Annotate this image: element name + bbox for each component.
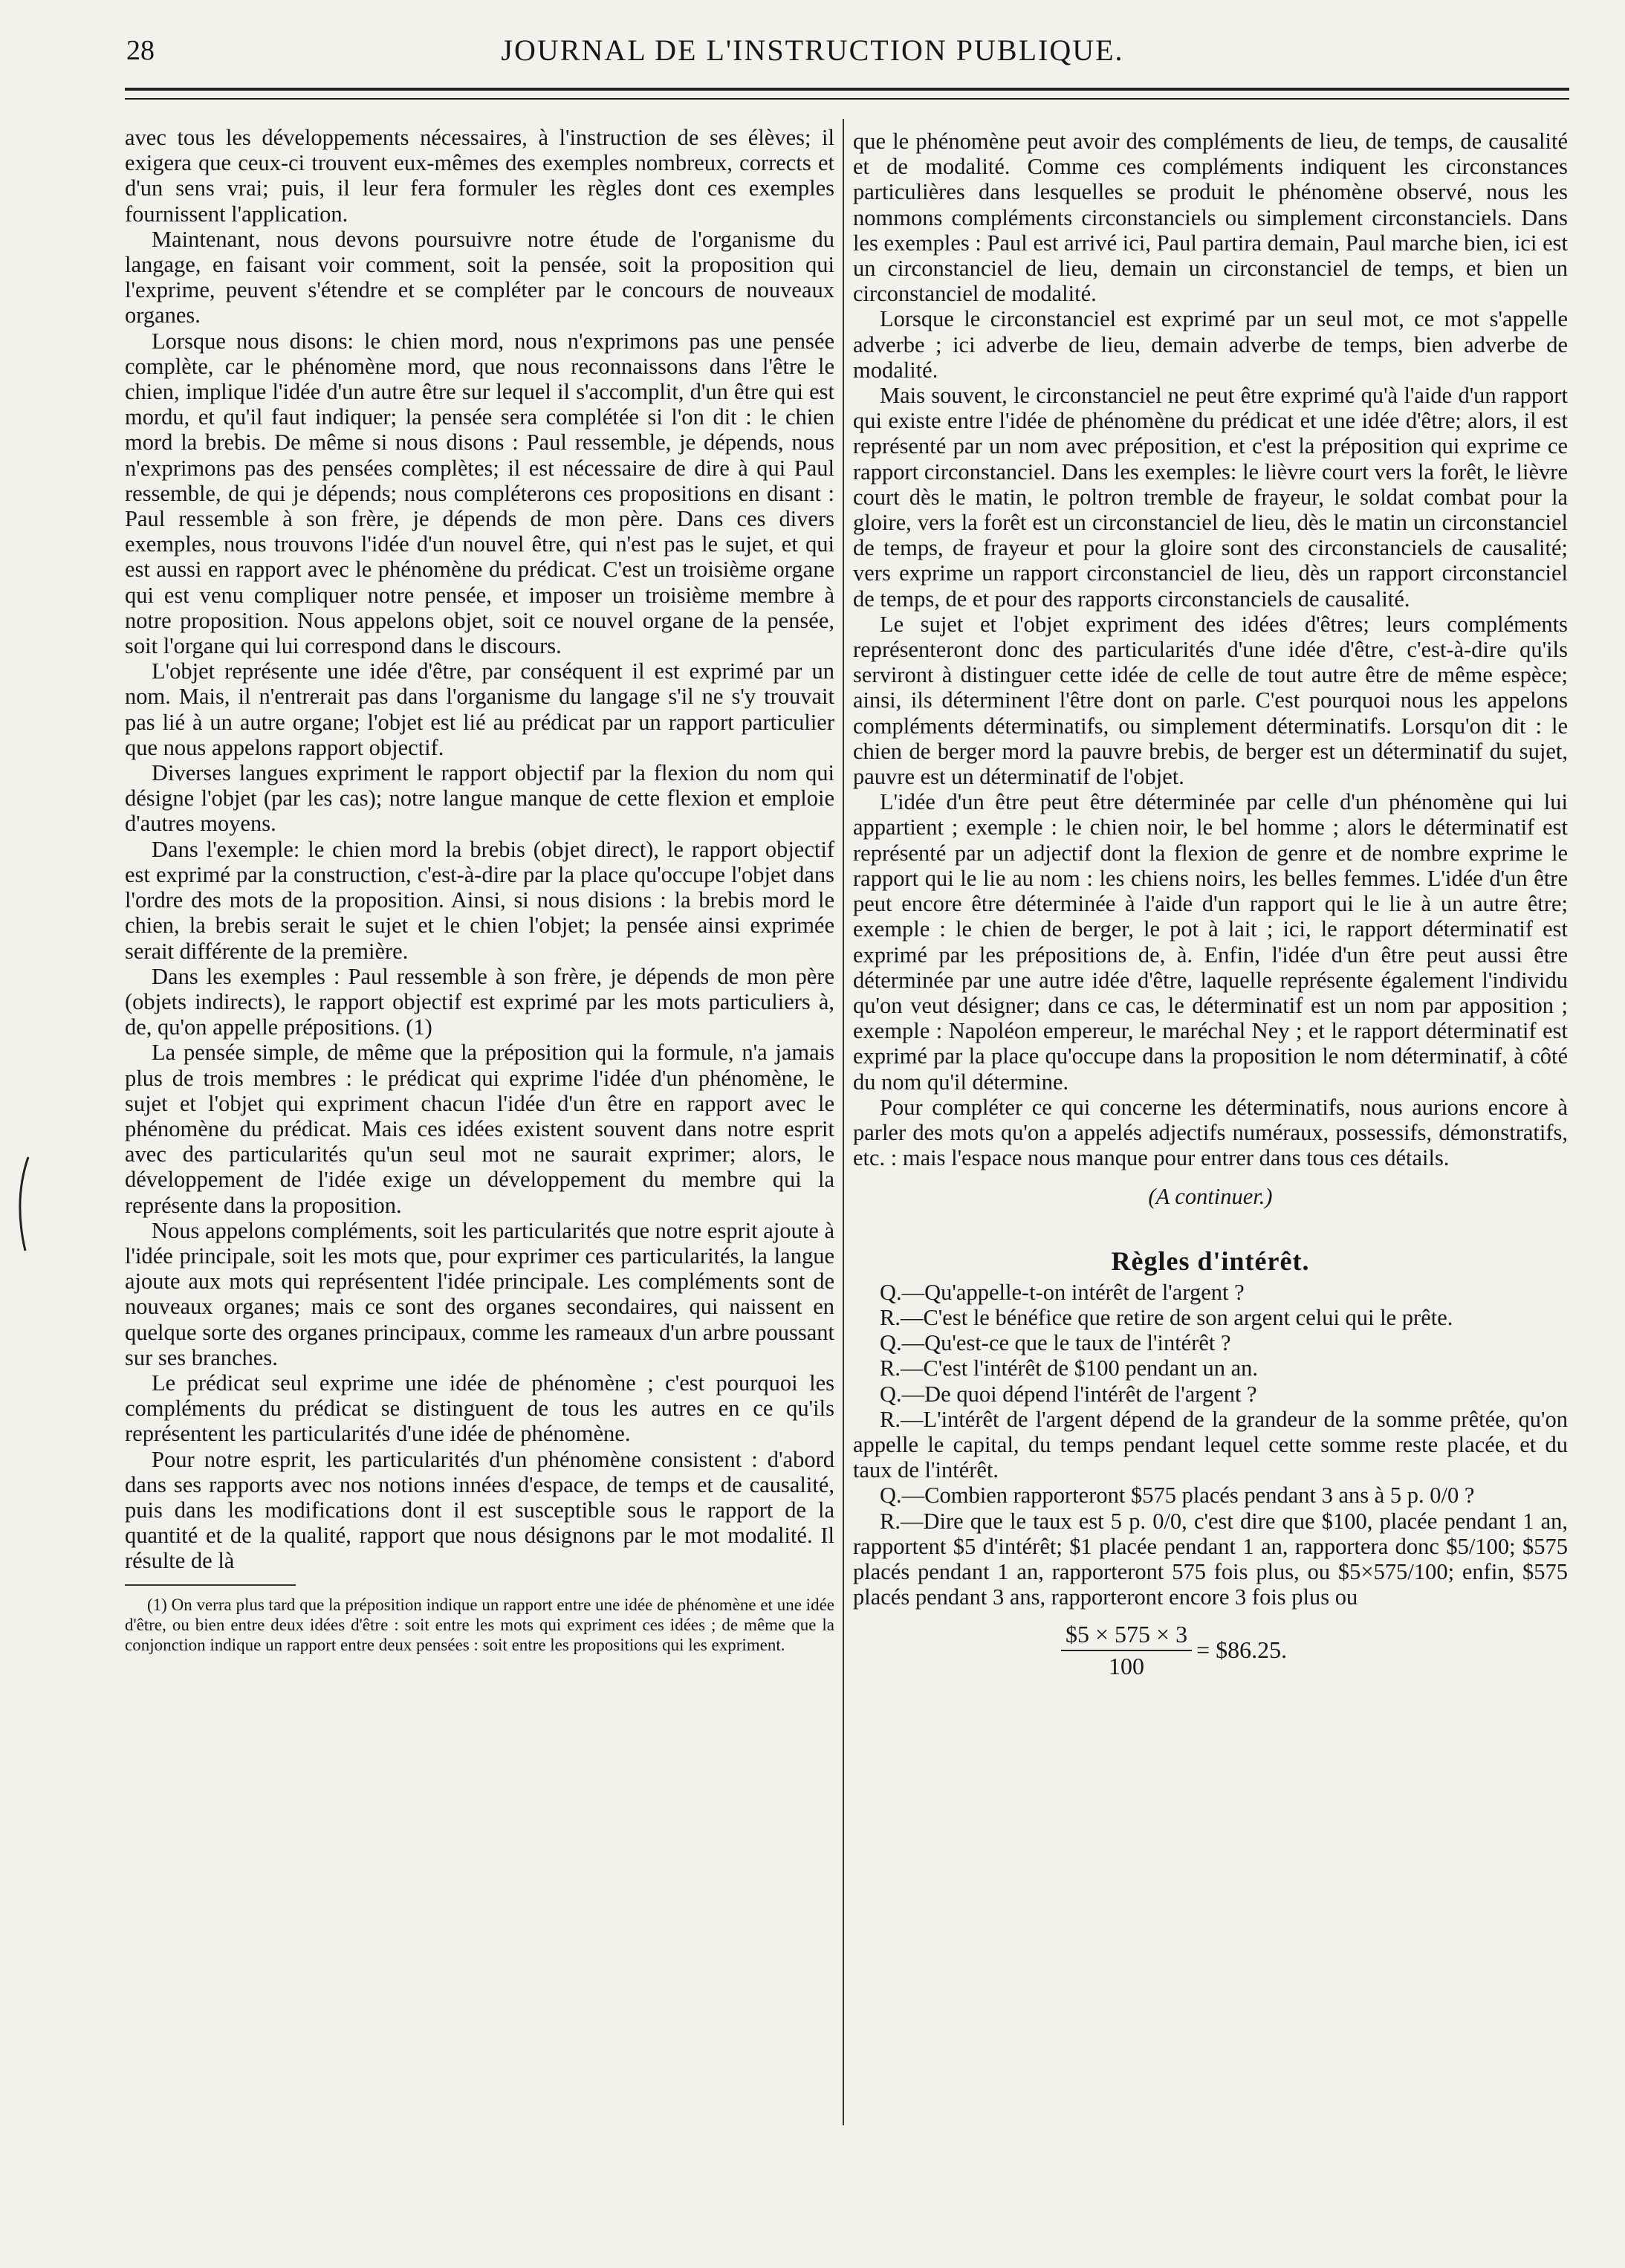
paragraph: Dans les exemples : Paul ressemble à son frère, je dépends de mon père (objets indirects), le rapport objectif est exprimé par les mots particuliers à, de, qu'on appelle prépositions. (1)	[125, 963, 834, 1040]
qa-line: R.—L'intérêt de l'argent dépend de la grandeur de la somme prêtée, qu'on appelle le capital, du temps pendant lequel cette somme reste placée, et du taux de l'intérêt.	[853, 1406, 1568, 1483]
footnote: (1) On verra plus tard que la préposition indique un rapport entre une idée de phénomène et une idée d'être, ou bien entre deux idées d'être : soit entre les mots qui expriment ces idées ; de même que la conjonction indique un rapport entre deux pensées : soit entre les propositions qui les expriment.	[125, 1595, 834, 1654]
qa-line: Q.—De quoi dépend l'intérêt de l'argent ?	[880, 1381, 1257, 1407]
qa-line: R.—C'est l'intérêt de $100 pendant un an.	[880, 1355, 1259, 1381]
paragraph: L'idée d'un être peut être déterminée par celle d'un phénomène qui lui appartient ; exemple : le chien noir, le bel homme ; alors le déterminatif est représenté par un adjectif dont la flexion de genre et de nombre exprime le rapport qui le lie au nom : les chiens noirs, les belles femmes. L'idée d'un être peut encore être déterminée à l'aide d'un rapport qui le lie à un autre être; exemple : le chien de berger, le pot à lait ; ici, le rapport déterminatif est exprimé par les prépositions de, à. Enfin, l'idée d'un être peut aussi être déterminée par une autre idée d'être, laquelle représente également l'individu qu'on veut désigner; dans ce cas, le déterminatif est un nom par apposition ; exemple : Napoléon empereur, le maréchal Ney ; et le rapport déterminatif est exprimé par la place qu'occupe dans la proposition le nom déterminatif, à côté du nom qu'il détermine.	[853, 789, 1568, 1095]
footnote-rule	[125, 1584, 296, 1586]
header-rule-thin	[125, 98, 1569, 100]
interest-formula	[1061, 1621, 1568, 1678]
left-column	[125, 125, 834, 1655]
paragraph: Diverses langues expriment le rapport objectif par la flexion du nom qui désigne l'objet (par les cas); notre langue manque de cette flexion et emploie d'autres moyens.	[125, 760, 834, 837]
paragraph: Mais souvent, le circonstanciel ne peut être exprimé qu'à l'aide d'un rapport qui existe entre l'idée de phénomène du prédicat et une idée d'être; alors, il est représenté par un nom avec préposition, et c'est la préposition qui exprime ce rapport circonstanciel. Dans les exemples: le lièvre court vers la forêt, le lièvre court dès le matin, le poltron tremble de frayeur, le soldat combat pour la gloire, vers la forêt est un circonstanciel de lieu, dès le matin un circonstanciel de temps, de frayeur et pour la gloire sont des circonstanciels de causalité; vers exprime un rapport circonstanciel de lieu, dès un rapport circonstanciel de temps, de et pour des rapports circonstanciels de causalité.	[853, 383, 1568, 612]
paragraph: Le prédicat seul exprime une idée de phénomène ; c'est pourquoi les compléments du prédicat se distinguent de tous les autres en ce qu'ils représentent les particularités d'une idée de phénomène.	[125, 1370, 834, 1447]
paragraph: La pensée simple, de même que la préposition qui la formule, n'a jamais plus de trois membres : le prédicat qui exprime l'idée d'un phénomène, le sujet et l'objet qui expriment chacun l'idée d'un être en rapport avec le phénomène du prédicat. Mais ces idées existent souvent dans notre esprit avec des particularités qu'un seul mot ne saurait exprimer; alors, le développement de l'idée exige un développement du membre qui la représente dans la proposition.	[125, 1040, 834, 1218]
paragraph: que le phénomène peut avoir des compléments de lieu, de temps, de causalité et de modalité. Comme ces compléments indiquent les circonstances particulières dans lesquelles se produit le phénomène observé, nous les nommons compléments circonstanciels ou simplement circonstanciels. Dans les exemples : Paul est arrivé ici, Paul partira demain, Paul marche bien, ici est un circonstanciel de lieu, demain un circonstanciel de temps, et bien un circonstanciel de modalité.	[853, 129, 1568, 307]
qa-line: Q.—Qu'est-ce que le taux de l'intérêt ?	[880, 1330, 1231, 1356]
continuation-note: (A continuer.)	[1148, 1184, 1273, 1210]
page-number: 28	[126, 35, 155, 66]
paragraph: Le sujet et l'objet expriment des idées d'êtres; leurs compléments représenteront donc des particularités d'une idée d'être, c'est-à-dire qu'ils serviront à distinguer cette idée de celle de tout autre être de même espèce; ainsi, ils déterminent l'être dont on parle. C'est pourquoi nous les appelons compléments déterminatifs, ou simplement déterminatifs. Lorsqu'on dit : le chien de berger mord la pauvre brebis, de berger est un déterminatif du sujet, pauvre est un déterminatif de l'objet.	[853, 611, 1568, 790]
paragraph: Pour notre esprit, les particularités d'un phénomène consistent : d'abord dans ses rapports avec nos notions innées d'espace, de temps et de causalité, puis dans les modifications dont il est susceptible sous le rapport de la quantité et de la qualité, rapport que nous désignons par le mot modalité. Il résulte de là	[125, 1446, 834, 1574]
paragraph: avec tous les développements nécessaires, à l'instruction de ses élèves; il exigera que ceux-ci trouvent eux-mêmes des exemples nombreux, corrects et d'un sens vrai; puis, il leur fera formuler les règles dont ces exemples fournissent l'application.	[125, 125, 834, 227]
paragraph: Pour compléter ce qui concerne les déterminatifs, nous aurions encore à parler des mots qu'on a appelés adjectifs numéraux, possessifs, démonstratifs, etc. : mais l'espace nous manque pour entrer dans tous ces détails.	[853, 1094, 1568, 1171]
section-title: Règles d'intérêt.	[1111, 1245, 1310, 1276]
paragraph: Dans l'exemple: le chien mord la brebis (objet direct), le rapport objectif est exprimé par la construction, c'est-à-dire par la place qu'occupe l'objet dans l'ordre des mots de la proposition. Ainsi, si nous disions : la brebis mord le chien, la brebis serait le sujet et le chien l'objet; la pensée ainsi exprimée serait différente de la première.	[125, 836, 834, 964]
paragraph: Nous appelons compléments, soit les particularités que notre esprit ajoute à l'idée principale, soit les mots que, pour exprimer ces particularités, la langue ajoute aux mots qui représentent l'idée principale. Les compléments sont de nouveaux organes; mais ce sont des organes secondaires, qui naissent en quelque sorte des organes principaux, comme les rameaux d'un arbre poussant sur ses branches.	[125, 1217, 834, 1370]
formula-numerator: $5 × 575 × 3	[1061, 1621, 1192, 1650]
qa-line: Q.—Combien rapporteront $575 placés pendant 3 ans à 5 p. 0/0 ?	[880, 1483, 1475, 1509]
formula-fraction	[1061, 1621, 1192, 1678]
margin-pen-mark	[6, 1156, 36, 1252]
running-title: JOURNAL DE L'INSTRUCTION PUBLIQUE.	[501, 33, 1124, 67]
right-column	[853, 129, 1568, 1679]
column-divider	[843, 119, 844, 2125]
paragraph: Lorsque nous disons: le chien mord, nous n'exprimons pas une pensée complète, car le phénomène mord, que nous reconnaissons dans l'être le chien, implique l'idée d'un autre être sur lequel il s'accomplit, d'un être qui est mordu, et qu'il faut indiquer; la pensée sera complétée si l'on dit : le chien mord la brebis. De même si nous disons : Paul ressemble, je dépends, nous n'exprimons pas des pensées complètes; il est nécessaire de dire à qui Paul ressemble, de qui je dépends; nous compléterons ces propositions en disant : Paul ressemble à son frère, je dépends de mon père. Dans ces divers exemples, nous trouvons l'idée d'un nouvel être, qui n'est pas le sujet, et qui est aussi en rapport avec le phénomène du prédicat. C'est un troisième organe qui est venu compliquer notre pensée, et imposer un troisième membre à notre proposition. Nous appelons objet, soit ce nouvel organe de la pensée, soit l'organe qui lui correspond dans le discours.	[125, 328, 834, 659]
paragraph: Maintenant, nous devons poursuivre notre étude de l'organisme du langage, en faisant voir comment, soit la pensée, soit la proposition qui l'exprime, peuvent s'étendre et se compléter par le concours de nouveaux organes.	[125, 226, 834, 328]
paragraph: L'objet représente une idée d'être, par conséquent il est exprimé par un nom. Mais, il n'entrerait pas dans l'organisme du langage s'il ne s'y trouvait pas lié à un autre organe; l'objet est lié au prédicat par un rapport particulier que nous appelons rapport objectif.	[125, 658, 834, 760]
paragraph: Lorsque le circonstanciel est exprimé par un seul mot, ce mot s'appelle adverbe ; ici adverbe de lieu, demain adverbe de temps, bien adverbe de modalité.	[853, 306, 1568, 383]
formula-result: = $86.25.	[1196, 1636, 1288, 1664]
formula-denominator: 100	[1109, 1652, 1145, 1679]
qa-line: R.—C'est le bénéfice que retire de son argent celui qui le prête.	[880, 1304, 1453, 1330]
header-rule-thick	[125, 88, 1569, 91]
qa-line: Q.—Qu'appelle-t-on intérêt de l'argent ?	[880, 1279, 1245, 1305]
qa-line: R.—Dire que le taux est 5 p. 0/0, c'est dire que $100, placée pendant 1 an, rapportent $5 d'intérêt; $1 placée pendant 1 an, rapportera donc $5/100; $575 placés pendant 1 an, rapporteront 575 fois plus, ou $5×575/100; enfin, $575 placés pendant 3 ans, rapporteront encore 3 fois plus ou	[853, 1508, 1568, 1610]
